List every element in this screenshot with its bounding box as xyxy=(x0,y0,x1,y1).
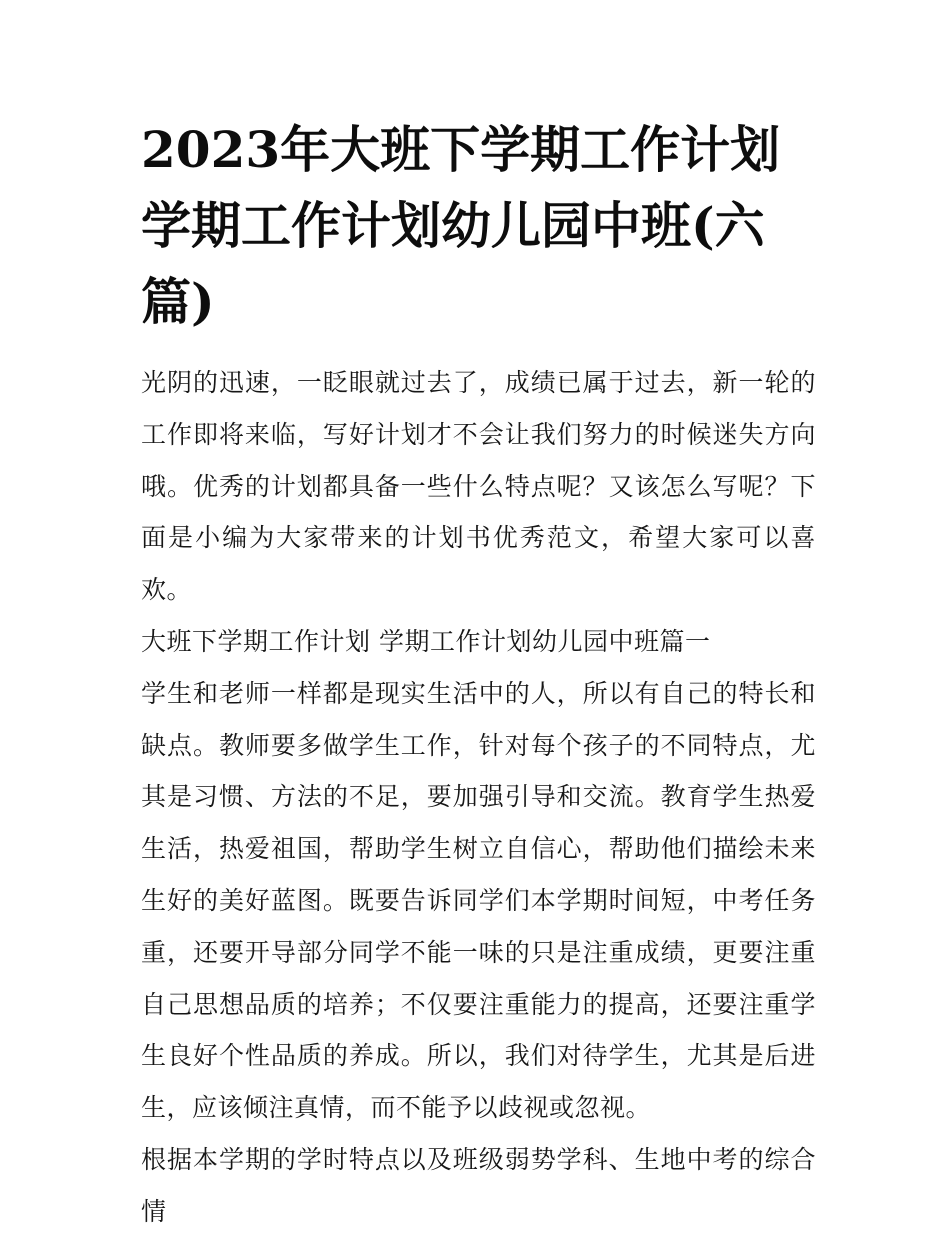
document-body xyxy=(141,357,816,1238)
body-paragraph: 学生和老师一样都是现实生活中的人，所以有自己的特长和缺点。教师要多做学生工作，针对每个孩子的不同特点，尤其是习惯、方法的不足，要加强引导和交流。教育学生热爱生活，热爱祖国，帮助学生树立自信心，帮助他们描绘未来生好的美好蓝图。既要告诉同学们本学期时间短，中考任务重，还要开导部分同学不能一味的只是注重成绩，更要注重自己思想品质的培养；不仅要注重能力的提高，还要注重学生良好个性品质的养成。所以，我们对待学生，尤其是后进生，应该倾注真情，而不能予以歧视或忽视。 xyxy=(141,678,816,1123)
body-paragraph-continued: 根据本学期的学时特点以及班级弱势学科、生地中考的综合情 xyxy=(141,1144,816,1226)
intro-paragraph: 光阴的迅速，一眨眼就过去了，成绩已属于过去，新一轮的工作即将来临，写好计划才不会让我们努力的时候迷失方向哦。优秀的计划都具备一些什么特点呢？又该怎么写呢？下面是小编为大家带来的计划书优秀范文，希望大家可以喜欢。 xyxy=(141,368,816,605)
document-title: 2023年大班下学期工作计划 学期工作计划幼儿园中班(六篇) xyxy=(141,120,781,331)
section-heading: 大班下学期工作计划 学期工作计划幼儿园中班篇一 xyxy=(141,626,711,656)
